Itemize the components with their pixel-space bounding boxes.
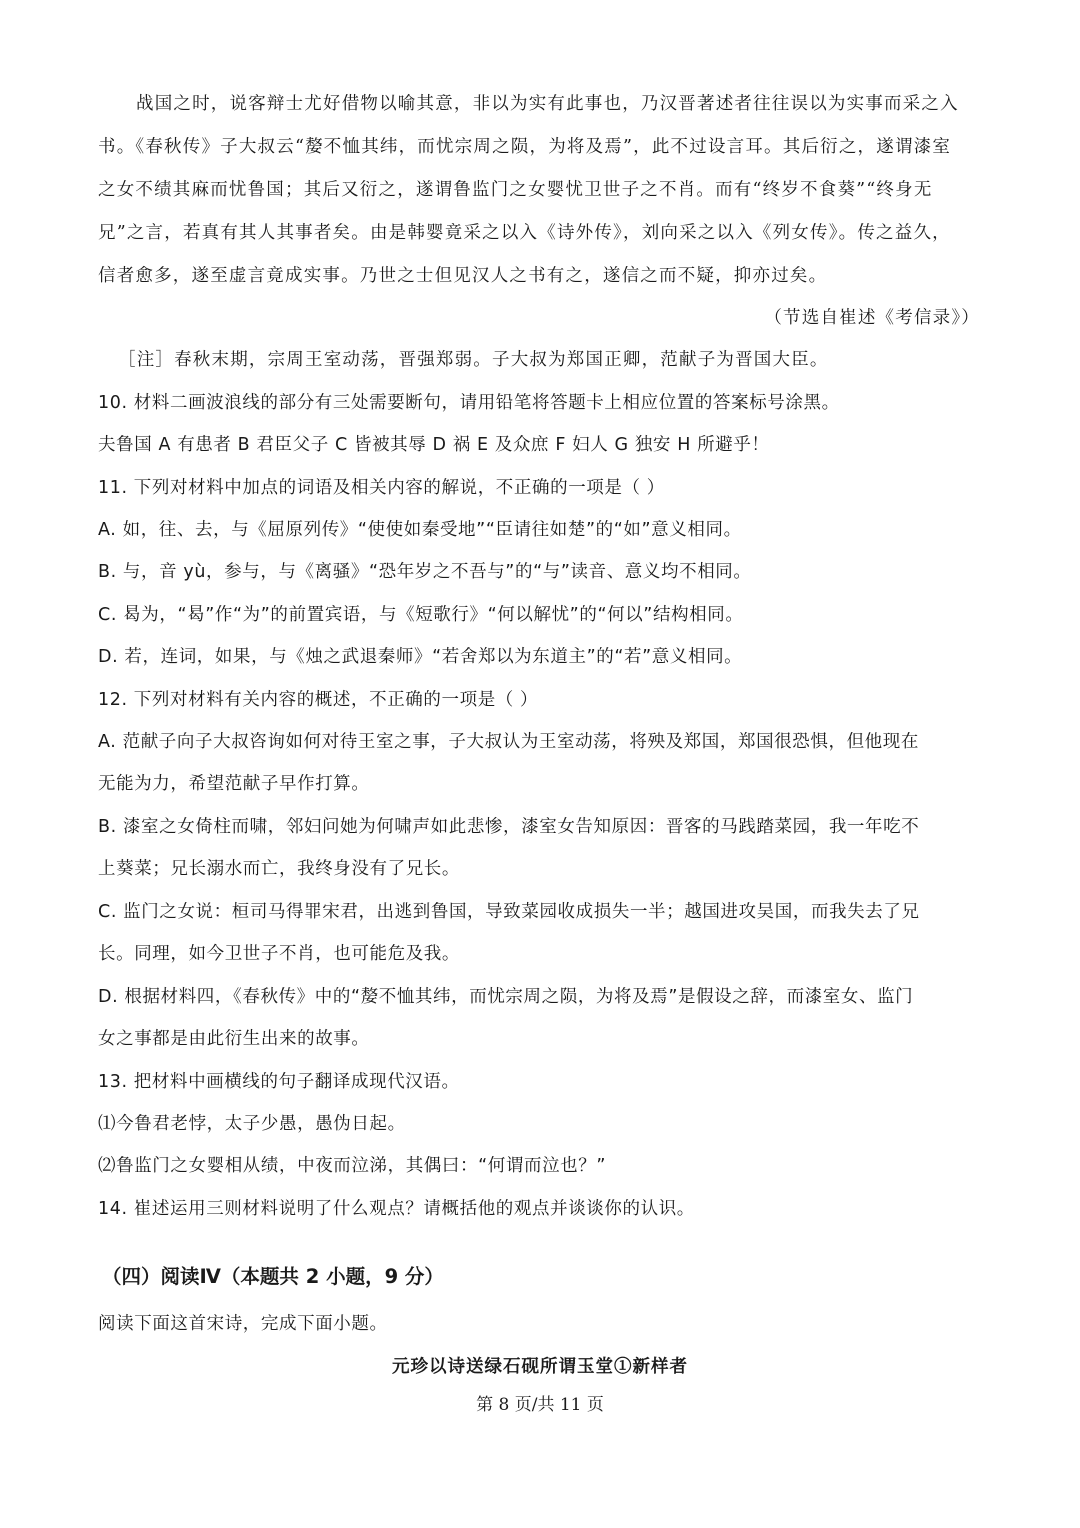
q10-stem: 10. 材料二画波浪线的部分有三处需要断句，请用铅笔将答题卡上相应位置的答案标号涂黑。 (98, 393, 840, 413)
passage-line-5: 信者愈多，遂至虚言竟成实事。乃世之士但见汉人之书有之，遂信之而不疑，抑亦过矣。 (98, 266, 828, 286)
q12-option-a-line2: 无能为力，希望范献子早作打算。 (98, 774, 370, 794)
q11-option-b: B. 与，音 yù，参与，与《离骚》“恐年岁之不吾与”的“与”读音、意义均不相同。 (98, 562, 752, 582)
section-intro: 阅读下面这首宋诗，完成下面小题。 (98, 1314, 388, 1334)
q12-option-c-line1: C. 监门之女说：桓司马得罪宋君，出逃到鲁国，导致菜园收成损失一半；越国进攻吴国，而我失去了兄 (98, 902, 920, 922)
q14-stem: 14. 崔述运用三则材料说明了什么观点？请概括他的观点并谈谈你的认识。 (98, 1199, 695, 1219)
q12-option-d-line2: 女之事都是由此衍生出来的故事。 (98, 1029, 370, 1049)
q10-text: 夫鲁国 A 有患者 B 君臣父子 C 皆被其辱 D 祸 E 及众庶 F 妇人 G 独安 H 所避乎！ (98, 435, 770, 455)
passage-line-4: 兄”之言，若真有其人其事者矣。由是韩婴竟采之以入《诗外传》，刘向采之以入《列女传》。传之益久， (98, 223, 951, 243)
poem-title: 元珍以诗送绿石砚所谓玉堂①新样者 (392, 1357, 688, 1377)
q12-option-b-line1: B. 漆室之女倚柱而啸，邻妇问她为何啸声如此悲惨，漆室女告知原因：晋客的马践踏菜园，我一年吃不 (98, 817, 920, 837)
q11-stem: 11. 下列对材料中加点的词语及相关内容的解说，不正确的一项是（ ） (98, 478, 665, 498)
q11-option-d: D. 若，连词，如果，与《烛之武退秦师》“若舍郑以为东道主”的“若”意义相同。 (98, 647, 743, 667)
passage-line-2: 书。《春秋传》子大叔云“嫠不恤其纬，而忧宗周之陨，为将及焉”，此不过设言耳。其后衍之，遂谓漆室 (98, 137, 952, 157)
q12-stem: 12. 下列对材料有关内容的概述，不正确的一项是（ ） (98, 690, 539, 710)
q13-sentence-1: ⑴今鲁君老悖，太子少愚，愚伪日起。 (98, 1114, 406, 1134)
passage-source: （节选自崔述《考信录》） (764, 308, 980, 328)
q12-option-c-line2: 长。同理，如今卫世子不肖，也可能危及我。 (98, 944, 460, 964)
q11-option-c: C. 曷为，“曷”作“为”的前置宾语，与《短歌行》“何以解忧”的“何以”结构相同。 (98, 605, 744, 625)
section-heading: （四）阅读Ⅳ（本题共 2 小题，9 分） (102, 1265, 444, 1288)
q11-option-a: A. 如，往、去，与《屈原列传》“使使如秦受地”“臣请往如楚”的“如”意义相同。 (98, 520, 742, 540)
q13-stem: 13. 把材料中画横线的句子翻译成现代汉语。 (98, 1072, 460, 1092)
q12-option-b-line2: 上葵菜；兄长溺水而亡，我终身没有了兄长。 (98, 859, 460, 879)
q12-option-a-line1: A. 范献子向子大叔咨询如何对待王室之事，子大叔认为王室动荡，将殃及郑国，郑国很恐惧，但他现在 (98, 732, 919, 752)
q13-sentence-2: ⑵鲁监门之女婴相从绩，中夜而泣涕，其偶曰：“何谓而泣也？” (98, 1156, 607, 1176)
q12-option-d-line1: D. 根据材料四，《春秋传》中的“嫠不恤其纬，而忧宗周之陨，为将及焉”是假设之辞，而漆室女、监门 (98, 987, 914, 1007)
page-footer: 第 8 页/共 11 页 (476, 1395, 604, 1415)
passage-line-1: 战国之时，说客辩士尤好借物以喻其意，非以为实有此事也，乃汉晋著述者往往误以为实事而采之入 (136, 94, 959, 114)
passage-note: ［注］春秋末期，宗周王室动荡，晋强郑弱。子大叔为郑国正卿，范献子为晋国大臣。 (118, 350, 829, 370)
passage-line-3: 之女不绩其麻而忧鲁国；其后又衍之，遂谓鲁监门之女婴忧卫世子之不肖。而有“终岁不食葵”“终身无 (98, 180, 933, 200)
